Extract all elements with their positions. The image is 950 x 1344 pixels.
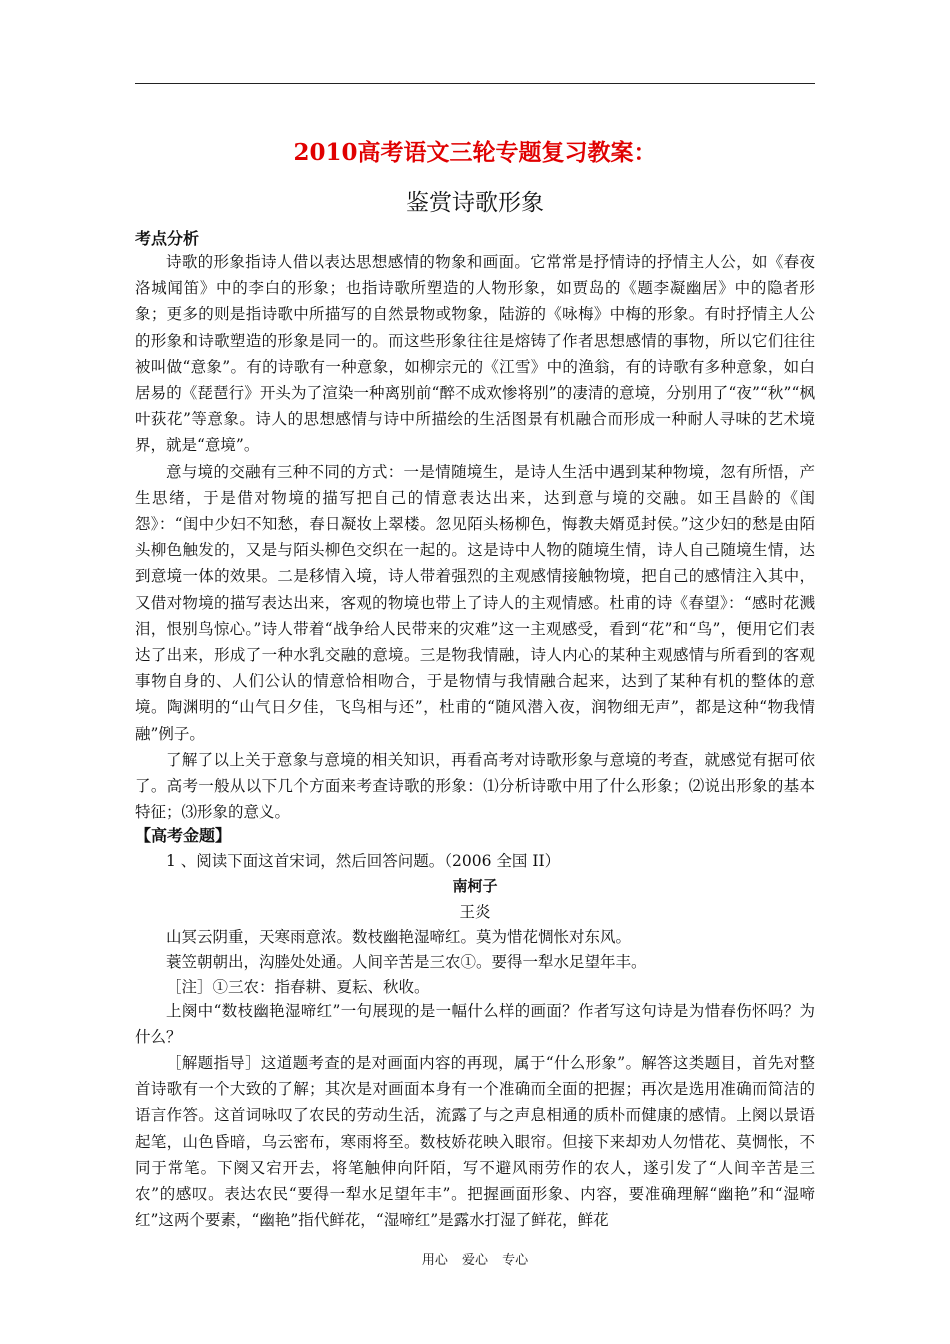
solution-guide: ［解题指导］这道题考查的是对画面内容的再现，属于“什么形象”。解答这类题目，首先对整首诗歌有一个大致的了解；其次是对画面本身有一个准确而全面的把握；再次是选用准确而简洁的语言作答。这首词咏叹了农民的劳动生活，流露了与之声息相通的质朴而健康的感情。上阕以景语起笔，山色昏暗，乌云密布，寒雨将至。数枝娇花映入眼帘。但接下来却劝人勿惜花、莫惆怅，不同于常笔。下阕又宕开去，将笔触伸向阡陌，写不避风雨劳作的农人，遂引发了“人间辛苦是三农”的感叹。表达农民“要得一犁水足望年丰”。把握画面形象、内容，要准确理解“幽艳”和“湿啼红”这两个要素，“幽艳”指代鲜花，“湿啼红”是露水打湿了鲜花，鲜花 [135, 1054, 815, 1230]
question-text [135, 998, 815, 1050]
analysis-body [135, 249, 815, 825]
poem-line: 山冥云阴重，天寒雨意浓。数枝幽艳湿啼红。莫为惜花惆怅对东风。 [166, 928, 632, 946]
page-footer: 用心 爱心 专心 [421, 1253, 529, 1268]
section-heading-exam: 【高考金题】 [135, 826, 232, 845]
question-intro: 1 、阅读下面这首宋词，然后回答问题。（2006 全国 II） [166, 852, 561, 870]
question: 上阕中“数枝幽艳湿啼红”一句展现的是一幅什么样的画面？作者写这句诗是为惜春伤怀吗？为什么？ [135, 1002, 815, 1047]
poem-line: 蓑笠朝朝出，沟塍处处通。人间辛苦是三农①。要得一犁水足望年丰。 [166, 953, 647, 971]
poem-title: 南柯子 [452, 877, 498, 895]
poem-note: ［注］①三农：指春耕、夏耘、秋收。 [166, 978, 430, 996]
poem-author: 王炎 [459, 903, 491, 921]
header-rule [135, 83, 815, 84]
guide-text [135, 1050, 815, 1233]
document-title: 2010高考语文三轮专题复习教案： [293, 139, 657, 166]
document-subtitle: 鉴赏诗歌形象 [406, 190, 544, 216]
section-heading-analysis: 考点分析 [135, 229, 200, 248]
paragraph: 了解了以上关于意象与意境的相关知识，再看高考对诗歌形象与意境的考查，就感觉有据可依了。高考一般从以下几个方面来考查诗歌的形象：⑴分析诗歌中用了什么形象；⑵说出形象的基本特征；⑶形象的意义。 [135, 750, 815, 822]
paragraph: 诗歌的形象指诗人借以表达思想感情的物象和画面。它常常是抒情诗的抒情主人公，如《春夜洛城闻笛》中的李白的形象；也指诗歌所塑造的人物形象，如贾岛的《题李凝幽居》中的隐者形象；更多的则是指诗歌中所描写的自然景物或物象，陆游的《咏梅》中梅的形象。有时抒情主人公的形象和诗歌塑造的形象是同一的。而这些形象往往是熔铸了作者思想感情的事物，所以它们往往被叫做“意象”。有的诗歌有一种意象，如柳宗元的《江雪》中的渔翁，有的诗歌有多种意象，如白居易的《琵琶行》开头为了渲染一种离别前“醉不成欢惨将别”的凄清的意境，分别用了“夜”“秋”“枫叶荻花”等意象。诗人的思想感情与诗中所描绘的生活图景有机融合而形成一种耐人寻味的艺术境界，就是“意境”。 [135, 253, 815, 455]
paragraph: 意与境的交融有三种不同的方式：一是情随境生，是诗人生活中遇到某种物境，忽有所悟，产生思绪，于是借对物境的描写把自己的情意表达出来，达到意与境的交融。如王昌龄的《闺怨》：“闺中少妇不知愁，春日凝妆上翠楼。忽见陌头杨柳色，悔教夫婿觅封侯。”这少妇的愁是由陌头柳色触发的，又是与陌头柳色交织在一起的。这是诗中人物的随境生情，诗人自己随境生情，达到意境一体的效果。二是移情入境，诗人带着强烈的主观感情接触物境，把自己的感情注入其中，又借对物境的描写表达出来，客观的物境也带上了诗人的主观情感。杜甫的诗《春望》：“感时花溅泪，恨别鸟惊心。”诗人带着“战争给人民带来的灾难”这一主观感受，看到“花”和“鸟”，便用它们表达了出来，形成了一种水乳交融的意境。三是物我情融，诗人内心的某种主观感情与所看到的客观事物自身的、人们公认的情意恰相吻合，于是物情与我情融合起来，达到了某种有机的整体的意境。陶渊明的“山气日夕佳，飞鸟相与还”，杜甫的“随风潜入夜，润物细无声”，都是这种“物我情融”例子。 [135, 462, 815, 743]
